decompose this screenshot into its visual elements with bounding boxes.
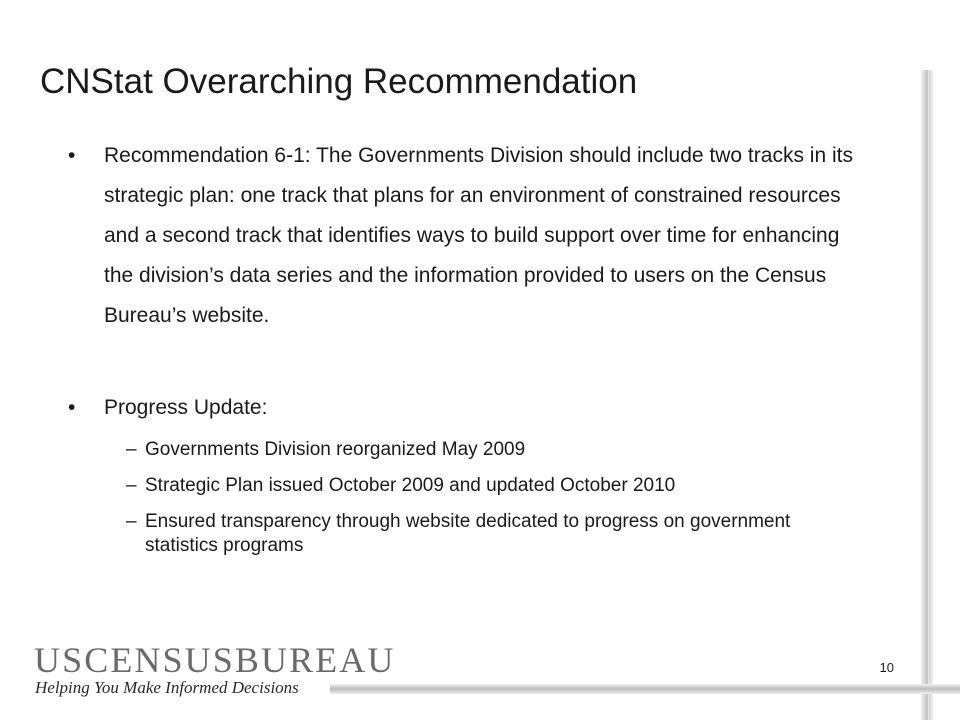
- dash-marker: –: [126, 475, 137, 496]
- slide-title: CNStat Overarching Recommendation: [40, 62, 638, 101]
- dash-marker: –: [126, 439, 137, 460]
- census-bureau-logo: USCENSUSBUREAU: [34, 640, 396, 680]
- sub-item-strategic-plan: [126, 474, 886, 498]
- bullet-marker: •: [68, 144, 76, 167]
- progress-update-heading: Progress Update:: [104, 396, 268, 419]
- page-number: 10: [879, 660, 894, 675]
- bullet-marker: •: [68, 396, 76, 419]
- sub-item-transparency: [126, 510, 886, 558]
- sub-item-text: Ensured transparency through website dedicated to progress on government statistics programs: [145, 511, 791, 556]
- sub-item-reorganized: [126, 438, 886, 462]
- recommendation-text: Recommendation 6-1: The Governments Division should include two tracks in its strategic plan: one track that plans for an environment of constrained resources and a second track that identifies ways to build support over time for enhancing the division’s data series and the information provided to users on the Census Bureau’s website.: [104, 144, 853, 327]
- sub-item-text: Strategic Plan issued October 2009 and updated October 2010: [145, 475, 676, 496]
- sub-item-text: Governments Division reorganized May 2009: [145, 439, 526, 460]
- progress-sub-list: [126, 438, 886, 570]
- logo-tagline: Helping You Make Informed Decisions: [35, 678, 299, 697]
- dash-marker: –: [126, 511, 137, 532]
